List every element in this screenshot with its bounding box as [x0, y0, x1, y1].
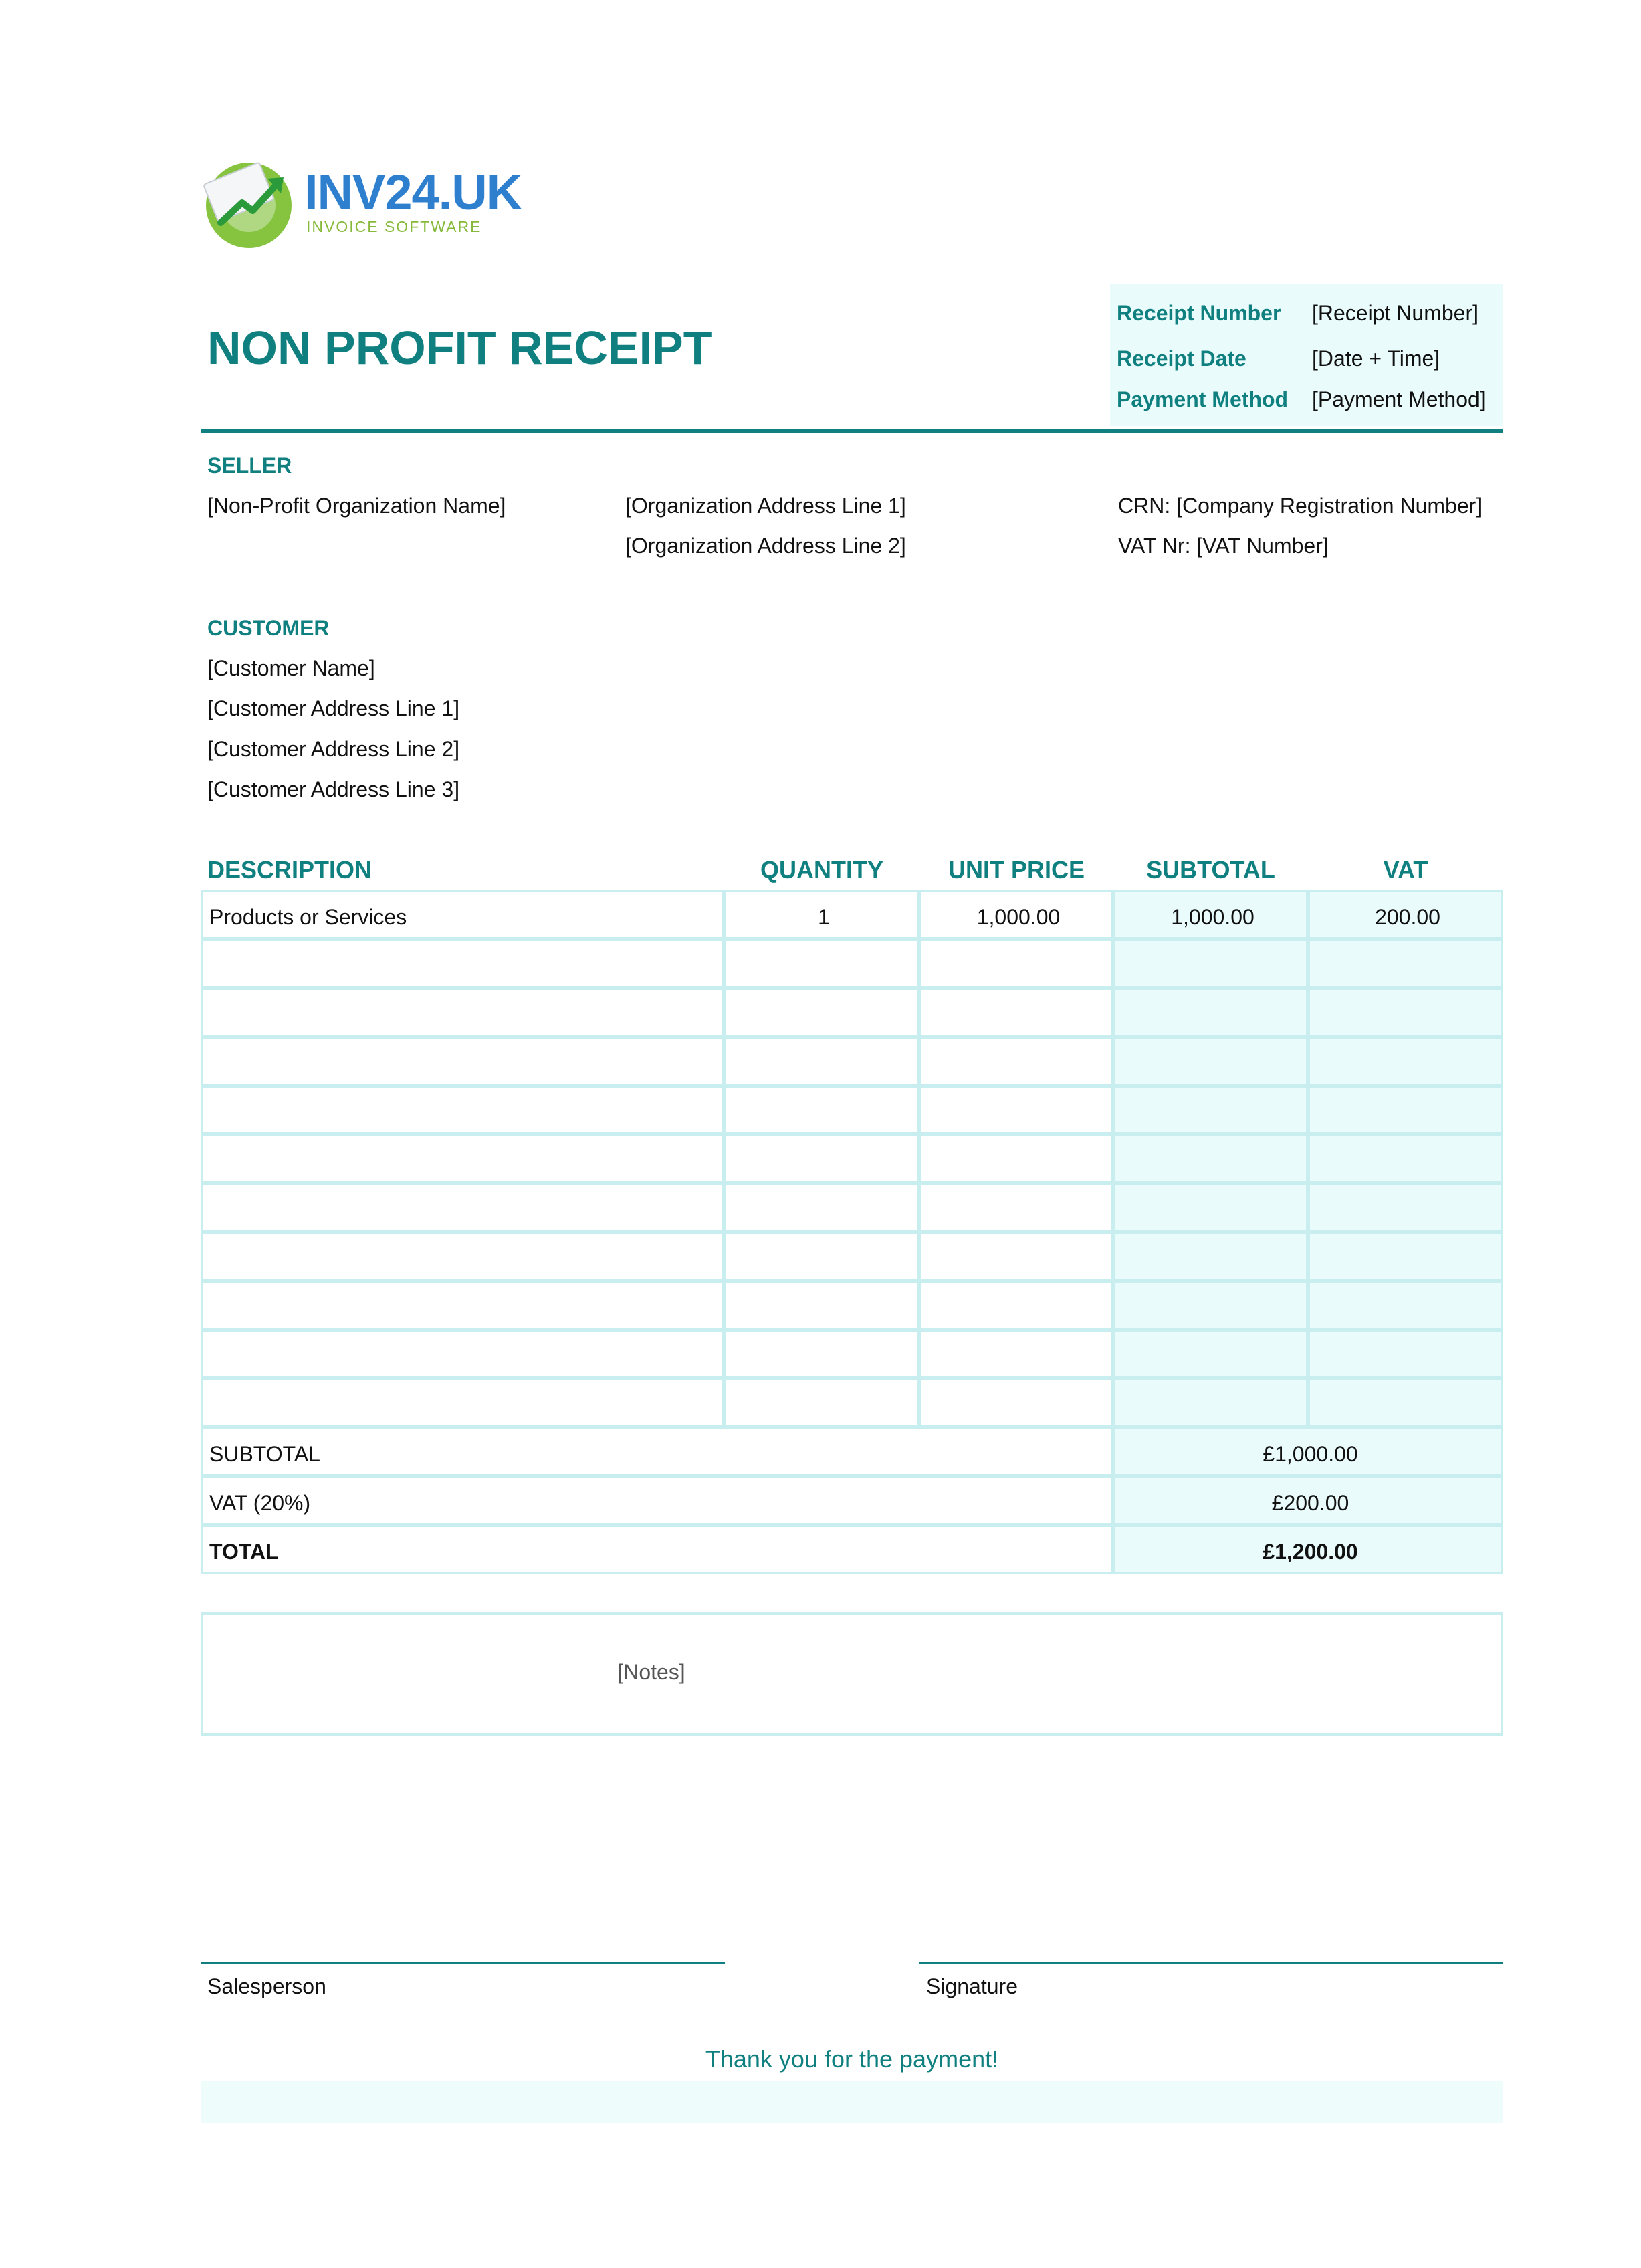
vat-value: £200.00 — [1271, 1491, 1349, 1515]
cell-subtotal[interactable] — [1113, 1330, 1308, 1378]
salesperson-signature-line — [201, 1962, 725, 1964]
table-row — [201, 1086, 1503, 1134]
notes-text: [Notes] — [617, 1660, 685, 1684]
table-row — [201, 1037, 1503, 1086]
cell-unit-price[interactable] — [919, 1378, 1113, 1427]
cell-description[interactable] — [201, 1134, 724, 1183]
cell-vat[interactable] — [1308, 1330, 1503, 1378]
cell-text-subtotal: 1,000.00 — [1171, 905, 1254, 929]
cell-quantity[interactable] — [724, 939, 919, 988]
col-header-description: DESCRIPTION — [207, 856, 372, 884]
payment-method-label: Payment Method — [1117, 387, 1289, 411]
seller-name: [Non-Profit Organization Name] — [207, 494, 506, 518]
cell-description[interactable] — [201, 1378, 724, 1427]
cell-text-vat: 200.00 — [1375, 905, 1440, 929]
cell-quantity[interactable] — [724, 1037, 919, 1086]
col-header-subtotal: SUBTOTAL — [1146, 856, 1275, 884]
cell-vat[interactable] — [1308, 1134, 1503, 1183]
cell-text-description: Products or Services — [209, 905, 407, 929]
table-row — [201, 1183, 1503, 1232]
signature-label: Signature — [926, 1974, 1018, 1998]
customer-address-line-1: [Customer Address Line 1] — [207, 696, 460, 720]
cell-subtotal[interactable] — [1113, 1037, 1308, 1086]
table-row — [201, 1281, 1503, 1330]
cell-unit-price[interactable] — [919, 1037, 1113, 1086]
cell-subtotal[interactable] — [1113, 890, 1308, 939]
cell-quantity[interactable] — [724, 1232, 919, 1281]
cell-vat[interactable] — [1308, 1378, 1503, 1427]
cell-subtotal[interactable] — [1113, 1281, 1308, 1330]
total-value: £1,200.00 — [1263, 1540, 1358, 1564]
customer-address-line-2: [Customer Address Line 2] — [207, 737, 460, 761]
cell-quantity[interactable] — [724, 1086, 919, 1134]
cell-quantity[interactable] — [724, 988, 919, 1037]
subtotal-value: £1,000.00 — [1263, 1442, 1358, 1466]
col-header-unit-price: UNIT PRICE — [948, 856, 1085, 884]
cell-description[interactable] — [201, 939, 724, 988]
header-divider — [201, 429, 1503, 433]
cell-quantity[interactable] — [724, 1378, 919, 1427]
customer-address-line-3: [Customer Address Line 3] — [207, 777, 460, 801]
cell-vat[interactable] — [1308, 1232, 1503, 1281]
subtotal-label: SUBTOTAL — [209, 1442, 320, 1466]
cell-subtotal[interactable] — [1113, 1232, 1308, 1281]
cell-quantity[interactable] — [724, 890, 919, 939]
cell-quantity[interactable] — [724, 1183, 919, 1232]
table-row — [201, 1232, 1503, 1281]
cell-description[interactable] — [201, 1232, 724, 1281]
seller-crn: CRN: [Company Registration Number] — [1118, 494, 1483, 518]
customer-name: [Customer Name] — [207, 656, 375, 680]
cell-vat[interactable] — [1308, 988, 1503, 1037]
footer-band — [201, 2081, 1503, 2123]
cell-unit-price[interactable] — [919, 1232, 1113, 1281]
signature-line — [919, 1962, 1503, 1964]
table-row — [201, 1330, 1503, 1378]
vat-row — [201, 1476, 1503, 1525]
salesperson-label: Salesperson — [207, 1974, 326, 1998]
receipt-date-label: Receipt Date — [1117, 346, 1246, 371]
logo-wordmark: INV24.UK — [304, 165, 522, 220]
document-title: NON PROFIT RECEIPT — [207, 322, 712, 374]
cell-vat[interactable] — [1308, 1281, 1503, 1330]
cell-unit-price[interactable] — [919, 1183, 1113, 1232]
receipt-date-value: [Date + Time] — [1312, 346, 1440, 371]
payment-method-value: [Payment Method] — [1312, 387, 1486, 411]
cell-description[interactable] — [201, 1330, 724, 1378]
col-header-quantity: QUANTITY — [760, 856, 883, 884]
table-row — [201, 1134, 1503, 1183]
cell-unit-price[interactable] — [919, 939, 1113, 988]
cell-unit-price[interactable] — [919, 1330, 1113, 1378]
cell-vat[interactable] — [1308, 1086, 1503, 1134]
seller-address-line-2: [Organization Address Line 2] — [625, 534, 906, 558]
cell-subtotal[interactable] — [1113, 988, 1308, 1037]
cell-quantity[interactable] — [724, 1134, 919, 1183]
cell-description[interactable] — [201, 1037, 724, 1086]
cell-vat[interactable] — [1308, 890, 1503, 939]
cell-unit-price[interactable] — [919, 890, 1113, 939]
cell-subtotal[interactable] — [1113, 1134, 1308, 1183]
cell-subtotal[interactable] — [1113, 1086, 1308, 1134]
cell-subtotal[interactable] — [1113, 939, 1308, 988]
cell-description[interactable] — [201, 1183, 724, 1232]
cell-description[interactable] — [201, 988, 724, 1037]
logo-emblem-icon — [201, 150, 301, 251]
cell-unit-price[interactable] — [919, 988, 1113, 1037]
seller-heading: SELLER — [207, 453, 292, 478]
cell-vat[interactable] — [1308, 939, 1503, 988]
logo-tagline: INVOICE SOFTWARE — [306, 218, 482, 235]
col-header-vat: VAT — [1383, 856, 1428, 884]
table-row — [201, 1378, 1503, 1427]
cell-subtotal[interactable] — [1113, 1183, 1308, 1232]
customer-heading: CUSTOMER — [207, 616, 330, 640]
table-row — [201, 988, 1503, 1037]
cell-unit-price[interactable] — [919, 1134, 1113, 1183]
cell-description[interactable] — [201, 1281, 724, 1330]
cell-vat[interactable] — [1308, 1183, 1503, 1232]
table-row — [201, 890, 1503, 939]
total-row — [201, 1525, 1503, 1574]
cell-description[interactable] — [201, 890, 724, 939]
cell-unit-price[interactable] — [919, 1281, 1113, 1330]
thank-you-message: Thank you for the payment! — [705, 2045, 999, 2073]
cell-subtotal[interactable] — [1113, 1378, 1308, 1427]
cell-quantity[interactable] — [724, 1330, 919, 1378]
seller-vat-number: VAT Nr: [VAT Number] — [1118, 534, 1329, 558]
subtotal-row — [201, 1427, 1503, 1476]
cell-description[interactable] — [201, 1086, 724, 1134]
cell-quantity[interactable] — [724, 1281, 919, 1330]
total-label: TOTAL — [209, 1540, 279, 1564]
cell-unit-price[interactable] — [919, 1086, 1113, 1134]
vat-label: VAT (20%) — [209, 1491, 311, 1515]
cell-vat[interactable] — [1308, 1037, 1503, 1086]
seller-address-line-1: [Organization Address Line 1] — [625, 494, 906, 518]
receipt-number-value: [Receipt Number] — [1312, 301, 1479, 325]
cell-text-unit-price: 1,000.00 — [976, 905, 1061, 929]
receipt-number-label: Receipt Number — [1117, 301, 1281, 325]
cell-text-quantity: 1 — [818, 905, 830, 929]
table-row — [201, 939, 1503, 988]
